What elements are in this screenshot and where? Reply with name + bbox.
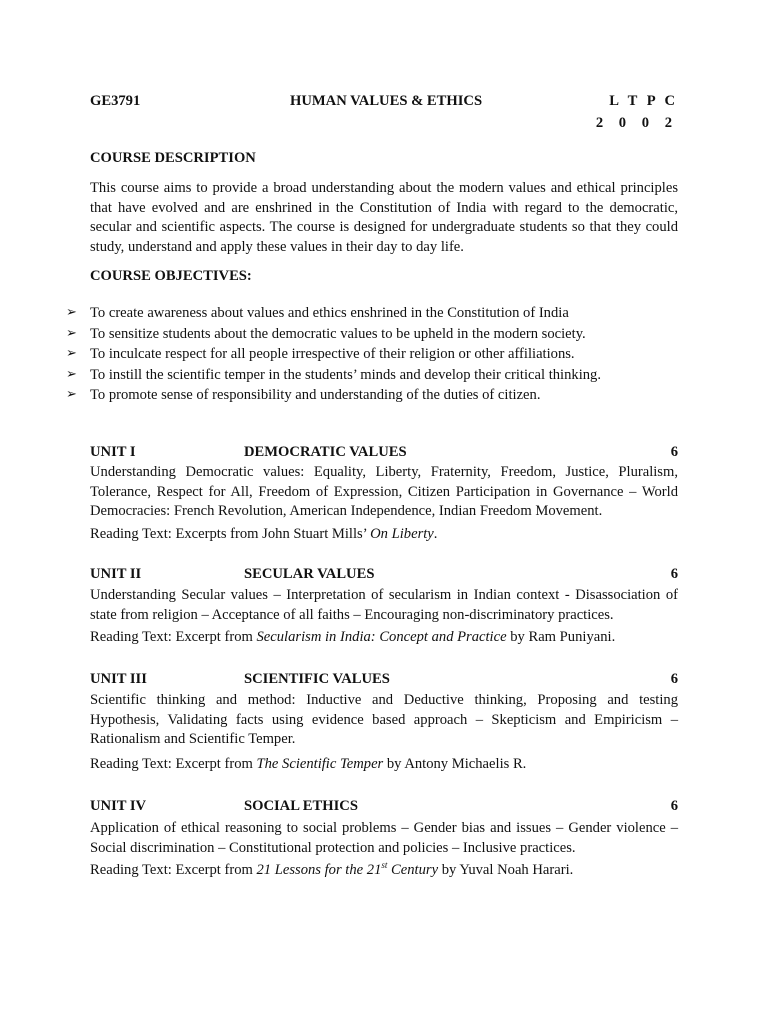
unit-hours: 6 [670,444,678,460]
unit-number: UNIT II [90,566,142,582]
unit-number: UNIT I [90,444,136,460]
unit-line: Understanding Secular values – Interpretation of secularism in Indian context - Disassociation of [90,587,678,603]
unit-number: UNIT III [90,671,147,687]
reading-work-title: The Scientific Temper [256,756,384,772]
reading-work-title: 21 Lessons for the 21st Century [256,860,439,878]
list-item [66,365,686,386]
course-title: HUMAN VALUES & ETHICS [290,93,483,109]
arrow-bullet-icon: ➢ [66,366,77,382]
unit-line: Democracies: French Revolution, American Independence, Indian Freedom Movement. [90,503,603,520]
list-item [66,385,686,406]
unit-line: state from religion – Acceptance of all faiths – Encouraging non-discriminatory practices. [90,606,614,623]
reading-text: Reading Text: Excerpt from 21 Lessons for the 21st Century by Yuval Noah Harari. [90,860,574,878]
unit-description [90,463,678,522]
description-line: secular and scientific aspects. The course is designed for undergraduate students so that they could [90,219,678,236]
description-line: that have evolved and are enshrined in the Constitution of India with regard to the democratic, [90,199,678,216]
arrow-bullet-icon: ➢ [66,346,77,361]
course-description-heading: COURSE DESCRIPTION [90,150,256,166]
description-line: This course aims to provide a broad understanding about the modern values and ethical principles [90,180,678,196]
arrow-bullet-icon: ➢ [66,305,77,320]
unit-number: UNIT IV [90,798,147,814]
unit-title: SECULAR VALUES [244,566,375,582]
unit-title: DEMOCRATIC VALUES [244,444,407,460]
course-description-text [90,179,678,257]
objective-text: To inculcate respect for all people irrespective of their religion or other affiliations. [90,346,575,362]
list-item [66,303,686,324]
arrow-bullet-icon: ➢ [66,325,77,341]
unit-heading [90,444,678,464]
reading-work-title: On Liberty [370,526,434,542]
list-item [66,344,686,365]
unit-hours: 6 [670,798,678,814]
unit-line: Rationalism and Scientific Temper. [90,731,296,748]
objectives-list [66,303,686,406]
objective-text: To instill the scientific temper in the students’ minds and develop their critical thinking. [90,366,601,383]
unit-hours: 6 [670,671,678,687]
ltpc-label: L T P C [609,93,678,109]
course-objectives-heading: COURSE OBJECTIVES: [90,268,252,284]
objective-text: To promote sense of responsibility and understanding of the duties of citizen. [90,387,541,403]
reading-text: Reading Text: Excerpt from The Scientific Temper by Antony Michaelis R. [90,756,527,772]
unit-line: Hypothesis, Validating facts using evidence based approach – Skepticism and Empiricism – [90,711,678,728]
reading-work-title: Secularism in India: Concept and Practice [256,629,507,645]
unit-heading [90,798,678,818]
arrow-bullet-icon: ➢ [66,387,77,402]
unit-description [90,691,678,750]
unit-description [90,819,678,858]
unit-line: Scientific thinking and method: Inductive and Deductive thinking, Proposing and testing [90,692,678,708]
unit-line: Understanding Democratic values: Equality, Liberty, Fraternity, Freedom, Justice, Pluralism, [90,464,678,480]
reading-text: Reading Text: Excerpts from John Stuart Mills’ On Liberty. [90,526,438,542]
unit-title: SOCIAL ETHICS [244,798,358,814]
list-item [66,324,686,345]
objective-text: To create awareness about values and ethics enshrined in the Constitution of India [90,305,569,321]
unit-line: Tolerance, Respect for All, Freedom of Expression, Citizen Participation in Governance – World [90,483,678,500]
ltpc-credits: 2 0 0 2 [595,115,678,131]
unit-line: Social discrimination – Constitutional protection and policies – Inclusive practices. [90,839,576,856]
unit-description [90,586,678,625]
description-line: study, understand and apply these values in their day to day life. [90,238,464,255]
objective-text: To sensitize students about the democratic values to be upheld in the modern society. [90,325,586,342]
unit-heading [90,566,678,586]
course-code: GE3791 [90,93,141,109]
reading-text: Reading Text: Excerpt from Secularism in India: Concept and Practice by Ram Puniyani. [90,629,616,645]
unit-line: Application of ethical reasoning to social problems – Gender bias and issues – Gender violence – [90,820,678,836]
unit-heading [90,671,678,691]
unit-title: SCIENTIFIC VALUES [244,671,390,687]
unit-hours: 6 [670,566,678,582]
